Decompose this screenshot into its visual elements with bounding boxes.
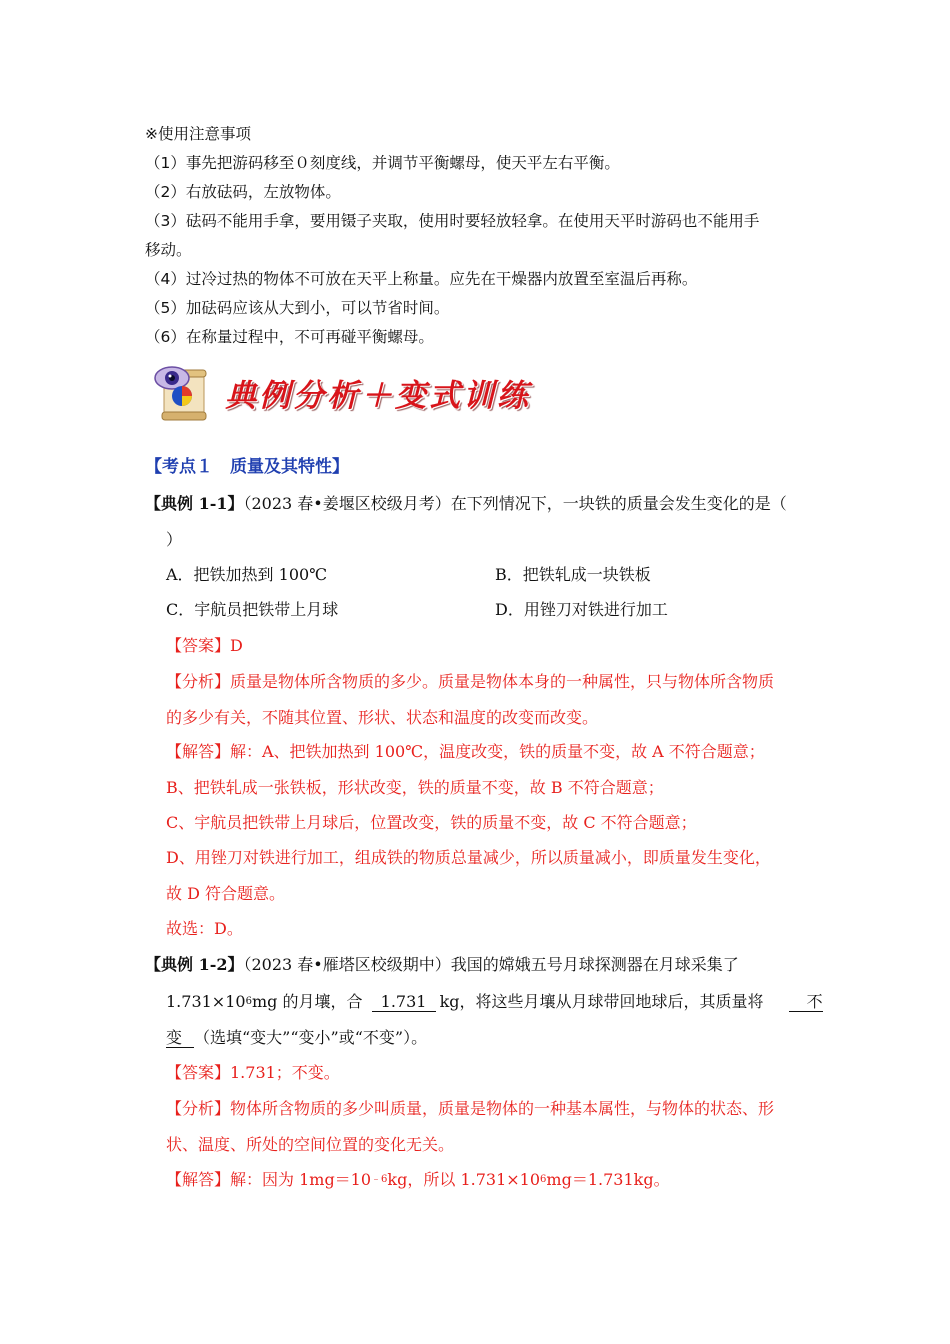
answer-blank: 不 (789, 993, 823, 1012)
option-b: B．把铁轧成一块铁板 (495, 565, 651, 584)
answer: 【答案】1.731；不变。 (166, 1063, 340, 1082)
note-item: （4）过冷过热的物体不可放在天平上称量。应先在干燥器内放置至室温后再称。 (145, 270, 698, 288)
note-item: （1）事先把游码移至０刻度线，并调节平衡螺母，使天平左右平衡。 (145, 154, 620, 172)
example-label: 【典例 1-1】 (145, 494, 244, 513)
solution-line: C、宇航员把铁带上月球后，位置改变，铁的质量不变，故 C 不符合题意； (166, 813, 697, 832)
note-item: 移动。 (145, 241, 192, 259)
example-label: 【典例 1-2】 (145, 955, 244, 974)
option-c: C．宇航员把铁带上月球 (166, 600, 339, 619)
solution-line: B、把铁轧成一张铁板，形状改变，铁的质量不变，故 B 不符合题意； (166, 778, 664, 797)
solution-line: 【解答】解：A、把铁加热到 100℃，温度改变，铁的质量不变，故 A 不符合题意； (166, 742, 765, 761)
solution-line: 【解答】解：因为 $1mg=10^{﹣6}kg$，所以 $1.731\times 10^6mg=1.731kg$。 (166, 1170, 670, 1189)
answer-blank: 1.731 (372, 993, 436, 1012)
example-1-2-stem-line2: $1.731\times 10^6mg$ 的月壤，合 1.731 kg，将这些月壤从月球带回地球后，其质量将 不 (166, 992, 823, 1011)
solution-line: D、用锉刀对铁进行加工，组成铁的物质总量减少，所以质量减小，即质量发生变化， (166, 848, 771, 867)
notes-heading: ※使用注意事项 (145, 125, 251, 143)
example-1-2-stem: 【典例 1-2】（2023 春•雁塔区校级期中）我国的嫦娥五号月球探测器在月球采集了 (145, 955, 739, 974)
option-a: A．把铁加热到 100℃ (166, 565, 328, 584)
banner-title: 典例分析＋变式训练 (225, 378, 531, 414)
section-title: 【考点１ 质量及其特性】 (145, 457, 349, 477)
note-item: （5）加砝码应该从大到小，可以节省时间。 (145, 299, 450, 317)
example-1-1-stem-end: ） (166, 530, 183, 549)
answer-blank: 变 (166, 1029, 194, 1048)
example-1-1-stem: 【典例 1-1】（2023 春•姜堰区校级月考）在下列情况下，一块铁的质量会发生变化的是（ (145, 494, 787, 513)
analysis-line: 状、温度、所处的空间位置的变化无关。 (166, 1135, 455, 1154)
option-d: D．用锉刀对铁进行加工 (495, 600, 668, 619)
note-item: （6）在称量过程中，不可再碰平衡螺母。 (145, 328, 434, 346)
solution-line: 故 D 符合题意。 (166, 884, 286, 903)
analysis-line: 【分析】物体所含物质的多少叫质量，质量是物体的一种基本属性，与物体的状态、形 (166, 1099, 775, 1118)
note-item: （2）右放砝码，左放物体。 (145, 183, 341, 201)
solution-line: 故选：D。 (166, 919, 243, 938)
note-item: （3）砝码不能用手拿，要用镊子夹取，使用时要轻放轻拿。在使用天平时游码也不能用手 (145, 212, 760, 230)
analysis-line: 【分析】质量是物体所含物质的多少。质量是物体本身的一种属性，只与物体所含物质 (166, 672, 775, 691)
answer: 【答案】D (166, 636, 243, 655)
analysis-line: 的多少有关，不随其位置、形状、状态和温度的改变而改变。 (166, 708, 599, 727)
example-1-2-stem-line3: 变 （选填“变大”“变小”或“不变”）。 (166, 1028, 428, 1047)
